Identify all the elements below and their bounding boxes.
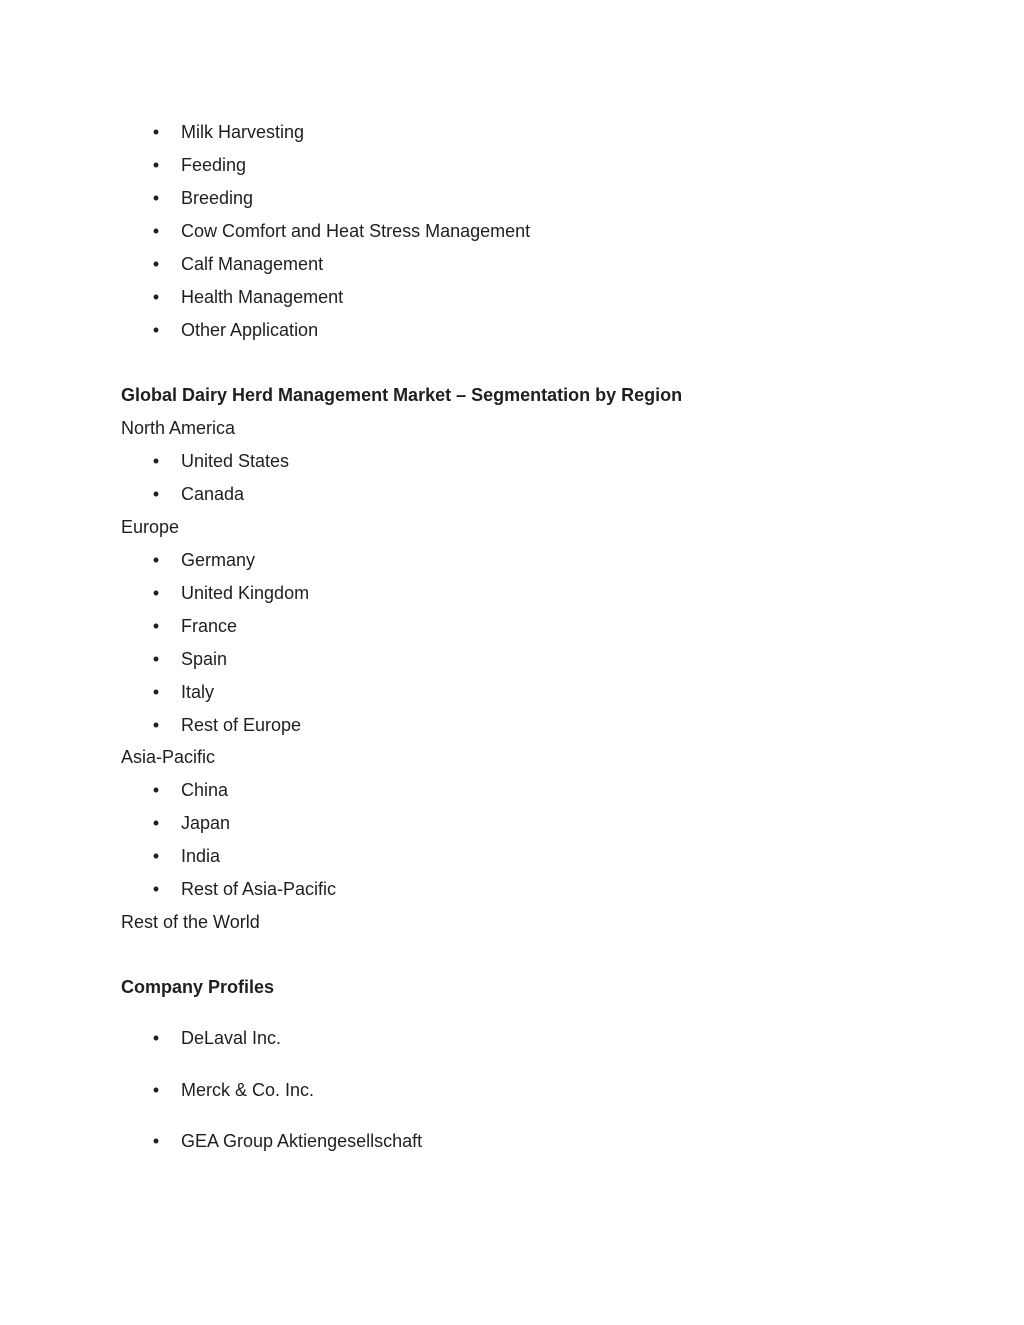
bullet-icon: •	[152, 254, 160, 274]
country-item: Canada	[181, 484, 245, 504]
bullet-icon: •	[152, 846, 160, 866]
country-item: United Kingdom	[181, 583, 310, 603]
country-item: United States	[181, 451, 290, 471]
company-item: DeLaval Inc.	[181, 1028, 282, 1048]
country-item: China	[181, 780, 229, 800]
bullet-icon: •	[152, 155, 160, 175]
application-item: Cow Comfort and Heat Stress Management	[181, 221, 531, 241]
country-item: Rest of Europe	[181, 715, 302, 735]
application-item: Calf Management	[181, 254, 324, 274]
bullet-icon: •	[152, 715, 160, 735]
bullet-icon: •	[152, 320, 160, 340]
bullet-icon: •	[152, 1080, 160, 1100]
application-item: Milk Harvesting	[181, 122, 305, 142]
bullet-icon: •	[152, 122, 160, 142]
country-item: Rest of Asia-Pacific	[181, 879, 337, 899]
country-item: India	[181, 846, 221, 866]
company-item: Merck & Co. Inc.	[181, 1080, 315, 1100]
application-item: Other Application	[181, 320, 319, 340]
country-item: Germany	[181, 550, 256, 570]
application-item: Health Management	[181, 287, 344, 307]
bullet-icon: •	[152, 682, 160, 702]
bullet-icon: •	[152, 451, 160, 471]
company-item: GEA Group Aktiengesellschaft	[181, 1131, 423, 1151]
application-item: Feeding	[181, 155, 247, 175]
country-item: Italy	[181, 682, 215, 702]
bullet-icon: •	[152, 1028, 160, 1048]
bullet-icon: •	[152, 1131, 160, 1151]
bullet-icon: •	[152, 649, 160, 669]
bullet-icon: •	[152, 879, 160, 899]
section-heading-text: Global Dairy Herd Management Market – Segmentation by Region	[121, 385, 683, 405]
bullet-icon: •	[152, 287, 160, 307]
bullet-icon: •	[152, 813, 160, 833]
application-item: Breeding	[181, 188, 254, 208]
country-item: France	[181, 616, 238, 636]
region-name: Asia-Pacific	[121, 747, 216, 767]
country-item: Japan	[181, 813, 231, 833]
bullet-icon: •	[152, 616, 160, 636]
region-name: North America	[121, 418, 236, 438]
bullet-icon: •	[152, 484, 160, 504]
bullet-icon: •	[152, 780, 160, 800]
country-item: Spain	[181, 649, 228, 669]
region-name: Europe	[121, 517, 180, 537]
bullet-icon: •	[152, 221, 160, 241]
bullet-icon: •	[152, 583, 160, 603]
bullet-icon: •	[152, 188, 160, 208]
section-heading-text: Company Profiles	[121, 977, 275, 997]
region-name: Rest of the World	[121, 912, 260, 932]
bullet-icon: •	[152, 550, 160, 570]
